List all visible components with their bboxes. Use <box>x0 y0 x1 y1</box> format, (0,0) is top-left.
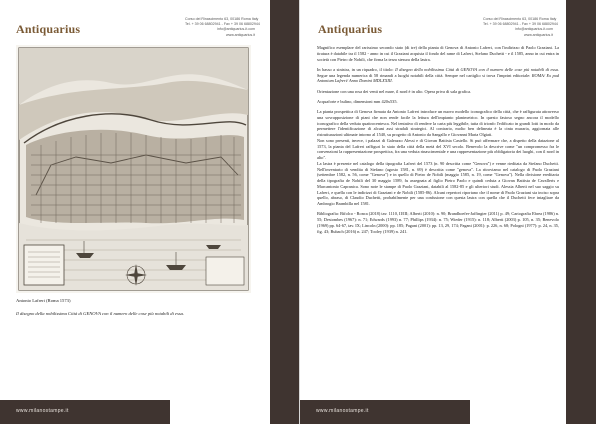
address-block <box>483 17 558 38</box>
side-bar <box>270 0 300 424</box>
side-bar <box>566 0 596 424</box>
phone-line: Tel. + 39 06 68802941 - Fax + 39 06 68802944 <box>185 22 260 27</box>
bibliography: Bibliografia: Bifolco - Ronca (2018) tav. 1110, II/III; Alberti (2010): n. 90; Brandhoefer-Jaffingter (2011) p. 49; Cartografia Ebrea (1986) n. 55; Destombes (1967): n. 71; Edwards (1993) n. 77; Phillips (1934): n. 75; Wieder (1915): n. 118; Alberti (2003) p. 105, n. 35; Benevolo (1969) pp. 64-67, tav. IX; Lincoln (2000): pp. 185; Pagani (2001): pp. 13, 29, 174; Pagani (2001): p. 226, n. 68; Pologni (1977): p. 24, n. 35, fig. 43; Bubach (2016) n. 247; Tooley (1939) n. 241. <box>317 211 559 234</box>
website-line: www.antiquarius.it <box>524 32 553 37</box>
address-block <box>185 17 260 38</box>
italic-imprint: ROMA/ Ex pud Antonium Lafreri/ Anno Domini MDLXXIII. <box>317 72 559 84</box>
paragraph: Orientazione con una rosa dei venti nel mare, il nord è in alto. Opera priva di sala grafica. <box>317 88 472 94</box>
paragraph: La lastra è presente nel catalogo della tipografia Lafreri del 1573 (n. 90 descritta come "Genova") e venne rieditata da Stefano Duchetti. Nell'inventario di vendita di Stefano (agosto 1581, n. 69) è descritta come "genova". La ritroviamo nel catalogo di Paolo Graziani (settembre 1582, n. 56, come "Genova") e in quello di Pietro de Nobili (maggio 1585, n. 19, come "Genova"). Nella divisione ereditaria della tipografia de Nobili del 30 maggio 1589, fu assegnata al figlio Pietro Paolo e quindi ceduta a Giovan Battista de Cavalleris e Marcantonio Capranica. Sono note le stampe di Paolo Graziani, databili al 1582-85 e gli ulteriori studi. Alessia Alberti nel suo saggio su Lafreri, e quella con le indirizzi di Graziani e de Nobili (1585-86). Alcuni repertori riportano che il nome di Paolo Graziani sia inciso sopra quello, abraso, di Claudio Duchetti, probabilmente per una confusione con questa lastra con quella che il Duchetti fece intagliare da Ambrogio Brambilla nel 1581. <box>317 160 559 206</box>
footer-website-link[interactable]: www.milanostampe.it <box>316 408 369 414</box>
caption-text: Il disegno della nobilissima Città di GENOVA con il numero delle cose più notabili di essa. <box>16 311 185 316</box>
italic-title: Il disegno della nobilissima Città di GENOVA con il numero delle cose più notabili di essa. <box>395 66 559 72</box>
email-line: info@antiquarius-it.com <box>515 27 553 32</box>
phone-line: Tel. + 39 06 68802941 - Fax + 39 06 68802944 <box>483 22 558 27</box>
paragraph: La pianta prospettica di Genova firmata da Antonio Lafreri introduce un nuovo modello iconografico della città, che è raffigurata attraverso una sovrapposizione di piani che non rende facile la lettura dell'impianto planimetrico. In questo fastoso segno ancora il modello iconografico della veduta quattrocentesca. Nel tentativo di rendere la carta più leggibile, tutta di trionfo l'edificato in grandi lotti in modo da permettere l'identificazione di alcuni assi stradali strategici. Al contrario, molto ben delineata è la cinta muraria, aggiornata alle ristrutturazioni ultimate intorno al 1540, su progetto di Antonio da Sangallo e Giovanni Maria Olgiati. <box>317 109 559 137</box>
caption-title: Antonio Lafreri (Roma 1573) <box>16 298 71 303</box>
paragraph: Non sono presenti, invece, i palazzi di Galeazzo Alessi e di Giovan Battista Castello. Si può affermare che, a dispetto della datazione al 1573, la pianta del Lafreri raffiguri lo stato della città della metà del XVI secolo. Benevolo la descrive come "un compromesso fra le convenzioni la rappresentazione prospettica, fra una veduta rinascimentale e una rappresentazione più obbligatoria dei luoghi, con il nord in alto". <box>317 137 559 160</box>
email-line: info@antiquarius-it.com <box>217 27 255 32</box>
brand-logo: Antiquarius <box>16 22 81 36</box>
paragraph: Magnifico esemplare del rarissimo secondo stato (di tre) della pianta di Genova di Antonio Lafreri, con l'indirizzo di Paolo Graziani. La tiratura è databile tra il 1582 - anno in cui il Graziani acquista il fondo del rame di Lafreri, Stefano Duchetti - e il 1585, anno in cui entra in società con Pietro de Nobili, che firma la terza stesura della lastra. <box>317 45 559 62</box>
address-line: Corso del Rinascimento 63, 00186 Roma Italy <box>185 17 259 21</box>
genoa-map-engraving <box>16 45 251 293</box>
paragraph <box>317 67 559 84</box>
website-line: www.antiquarius.it <box>226 32 255 37</box>
description-text <box>317 45 559 239</box>
address-line: Corso del Rinascimento 63, 00186 Roma Italy <box>483 17 557 21</box>
text-span: In basso a sinistra, in un riquadro, il titolo: <box>317 66 396 72</box>
text-span: Segue una legenda numerica di 58 rimandi a luoghi notabili della città. Sempre nel cartiglio si trova l'imprint editoriale: <box>317 72 532 78</box>
brand-logo: Antiquarius <box>318 22 383 36</box>
paragraph: Acquaforte e bulino, dimensioni mm 420x535. <box>317 98 398 104</box>
footer-website-link[interactable]: www.milanostampe.it <box>16 408 69 414</box>
